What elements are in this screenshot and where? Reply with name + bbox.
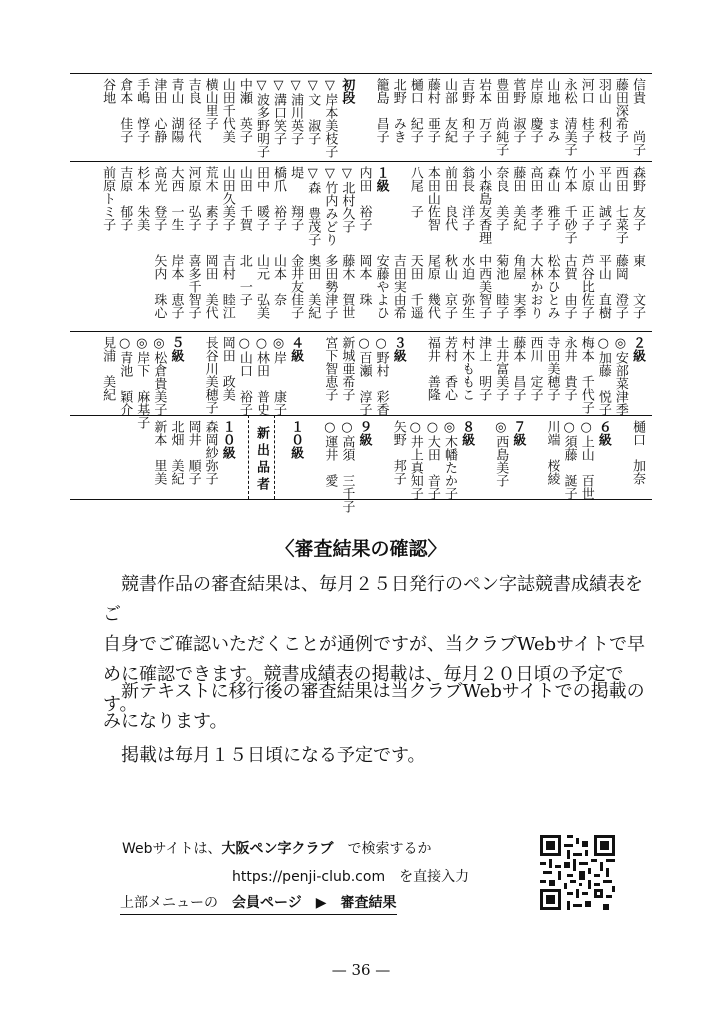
- name-column: 吉野 和子: [459, 78, 475, 143]
- name-column: 内田 裕子: [356, 166, 372, 231]
- name-column: 永井 貴子: [561, 336, 577, 401]
- name-column: 山部 友紀: [441, 78, 457, 143]
- name-column: 藤田 美紀: [510, 166, 526, 231]
- name-column: 高光 登子: [151, 166, 167, 231]
- name-column: ○井上真知子: [407, 420, 423, 500]
- qr-code-icon[interactable]: [540, 835, 615, 910]
- name-column: 藤村 亜子: [424, 78, 440, 143]
- grade-label: １０級: [219, 420, 235, 459]
- new-entry-label: 新出品者: [253, 426, 269, 494]
- name-column: 岡田 政美: [219, 336, 235, 401]
- name-column: 秋山 京子: [441, 254, 457, 319]
- name-column: ▽浦川英子: [288, 78, 304, 145]
- paragraph-line: 競書作品の審査結果は、毎月２５日発行のペン字誌競書成績表をご: [103, 574, 643, 625]
- name-column: 岸本 恵子: [168, 254, 184, 319]
- name-column: 岡井 順子: [185, 420, 201, 485]
- name-column: 安藤やよひ: [373, 254, 389, 319]
- name-column: 信貴 尚子: [630, 78, 645, 156]
- name-column: ○加藤 悦子: [595, 336, 611, 416]
- name-column: 山田久美子: [219, 166, 235, 231]
- grade-label: ６級: [595, 420, 611, 446]
- name-column: 河口 桂子: [578, 78, 594, 143]
- grade-label: １０級: [288, 420, 304, 459]
- name-column: ○百瀬 淳子: [356, 336, 372, 416]
- web-line-3: [120, 892, 397, 915]
- name-column: 藤本 昌子: [510, 336, 526, 401]
- name-column: 豊田 尚純子: [493, 78, 509, 156]
- name-column: 芦谷比佐子: [578, 254, 594, 319]
- name-column: 藤岡 澄子: [612, 254, 628, 319]
- name-column: 倉本 佳子: [117, 78, 133, 143]
- name-column: 堤 翔子: [288, 166, 304, 231]
- name-column: 前田 良代: [441, 166, 457, 231]
- name-column: 山元 弘美: [253, 254, 269, 319]
- name-column: 杉本 朱美: [134, 166, 150, 231]
- new-entry-separator: [248, 415, 249, 499]
- name-column: 河原 弘子: [185, 166, 201, 231]
- name-column: ◎西島美子: [493, 420, 509, 487]
- name-column: 矢内 珠心: [151, 254, 167, 319]
- name-column: 荒木 素子: [202, 166, 218, 231]
- name-column: 尾原 幾代: [424, 254, 440, 319]
- name-column: 前原トミ子: [100, 166, 116, 231]
- name-column: ◎岸 康子: [271, 336, 287, 416]
- name-column: 吉良 径代: [185, 78, 201, 143]
- name-column: 喜多千智子: [185, 254, 201, 319]
- name-column: 水迫 弥生: [459, 254, 475, 319]
- name-column: 川端 桜綾: [544, 420, 560, 485]
- paragraph-line: めに確認できます。競書成績表の掲載は、毎月２０日頃の予定です。: [103, 664, 624, 715]
- name-column: ○野村 彩香: [373, 336, 389, 416]
- name-column: 羽山 利枝: [595, 78, 611, 143]
- name-column: 中瀬 英子: [236, 78, 252, 143]
- name-column: 山田千代美: [219, 78, 235, 143]
- name-column: 吉原 郁子: [117, 166, 133, 231]
- name-column: 中西美智子: [476, 254, 492, 319]
- name-column: 寺田美穂子: [544, 336, 560, 401]
- name-column: 奈良 美子: [493, 166, 509, 231]
- name-column: ◎安部菜津季: [612, 336, 628, 416]
- name-column: 大西 一生: [168, 166, 184, 231]
- name-column: 北畑 美紀: [168, 420, 184, 485]
- grade-label: ９級: [356, 420, 372, 446]
- name-column: ▽森 豊茂子: [305, 166, 321, 246]
- table-rule: [70, 499, 652, 500]
- name-column: 森野 友子: [630, 166, 645, 231]
- new-entry-separator: [274, 415, 275, 499]
- grade-label: ５級: [168, 336, 184, 362]
- name-column: 土井富美子: [493, 336, 509, 401]
- name-column: 横山里子: [202, 78, 218, 130]
- grade-label: 初段: [339, 78, 355, 104]
- column-gap: [355, 78, 372, 158]
- name-column: ◎松倉貴美子: [151, 336, 167, 416]
- name-column: 岡本 珠: [356, 254, 372, 306]
- name-column: 谷地: [100, 78, 116, 104]
- name-column: 長谷川美穂子: [202, 336, 218, 414]
- web-text: を直接入力: [399, 869, 470, 885]
- name-column: 竹本 千砂子: [561, 166, 577, 244]
- name-column: 村木ももこ: [459, 336, 475, 401]
- name-column: ○須藤 誕子: [561, 420, 577, 500]
- name-column: 平山 誠子: [595, 166, 611, 231]
- arrow-right-icon: ▶: [315, 895, 327, 911]
- name-column: 東 文子: [630, 254, 645, 319]
- paragraph-2: [103, 677, 648, 737]
- web-line-2: [232, 866, 469, 886]
- club-url[interactable]: https://penji-club.com: [232, 869, 386, 885]
- name-column: 大林かおり: [527, 254, 543, 319]
- name-column: 西川 定子: [527, 336, 543, 401]
- name-column: 多田勢津子: [322, 254, 338, 319]
- name-column: 北野 みき: [390, 78, 406, 143]
- name-column: 永松 清美子: [561, 78, 577, 156]
- name-column: 橋爪 裕子: [271, 166, 287, 231]
- name-column: 青山 湖陽: [168, 78, 184, 143]
- name-column: ▽溝口笑子: [271, 78, 287, 145]
- name-column: 山本 奈: [271, 254, 287, 306]
- name-column: 津田 心静: [151, 78, 167, 143]
- menu-results: 審査結果: [340, 895, 397, 911]
- name-column: 菅野 淑子: [510, 78, 526, 143]
- name-column: 津上 明子: [476, 336, 492, 401]
- page-number: — 36 —: [331, 961, 391, 979]
- name-column: 芳村 香心: [441, 336, 457, 401]
- name-column: 森岡紗弥子: [202, 420, 218, 485]
- name-column: ○林田 普史: [253, 336, 269, 416]
- grade-label: ２級: [630, 336, 645, 362]
- name-column: ○高須 三千子: [339, 420, 355, 513]
- paragraph-line: みになります。: [103, 711, 228, 732]
- name-column: 樋口 紀子: [407, 78, 423, 143]
- name-column: 北 一子: [236, 254, 252, 306]
- name-column: 吉村 睦江: [219, 254, 235, 319]
- name-column: 樋口 加奈: [630, 420, 645, 485]
- name-column: 新城亜希子: [339, 336, 355, 401]
- paragraph-line: 新テキストに移行後の審査結果は当クラブWebサイトでの掲載の: [121, 681, 645, 702]
- name-column: ○上山 百世: [578, 420, 594, 500]
- name-column: 宮下智恵子: [322, 336, 338, 401]
- lower-grades-block-b: [70, 415, 652, 513]
- name-column: 翁長 洋子: [459, 166, 475, 231]
- grade-label: ８級: [459, 420, 475, 446]
- column-gap: [390, 166, 407, 246]
- name-column: 岸原 慶子: [527, 78, 543, 143]
- name-column: 吉田実由希: [390, 254, 406, 319]
- name-column: 菊池 睦子: [493, 254, 509, 319]
- name-column: ▽竹内みどり: [322, 166, 338, 246]
- name-column: 古賀 由子: [561, 254, 577, 319]
- section-title: 〈審査結果の確認〉: [275, 538, 447, 560]
- name-column: 高田 孝子: [527, 166, 543, 231]
- grade-label: ３級: [390, 336, 406, 362]
- club-name: 大阪ペン字クラブ: [221, 841, 334, 857]
- name-column: 天田 千遥: [407, 254, 423, 319]
- name-column: ▽岸本美枝子: [322, 78, 338, 158]
- name-column: 松本ひとみ: [544, 254, 560, 319]
- name-column: 矢野 邦子: [390, 420, 406, 485]
- name-column: 岩本 万子: [476, 78, 492, 143]
- name-column: 山田 千賀: [236, 166, 252, 231]
- name-column: ◎岸下 麻基子: [134, 336, 150, 429]
- name-column: 福井 善隆: [424, 336, 440, 401]
- grade-label: １級: [373, 166, 389, 192]
- name-column: 山地 まみ: [544, 78, 560, 143]
- name-column: ▽北村久子: [339, 166, 355, 233]
- name-column: 手嶋 惇子: [134, 78, 150, 143]
- name-column: 森山 雅子: [544, 166, 560, 231]
- paragraph-3: [103, 741, 648, 771]
- name-column: 角屋 実季: [510, 254, 526, 319]
- lower-grades-block-a: [70, 331, 652, 429]
- paragraph-line: 自身でご確認いただくことが通例ですが、当クラブWebサイトで早: [103, 634, 645, 655]
- name-column: ○大田 音子: [424, 420, 440, 500]
- name-column: ▽文 淑子: [305, 78, 321, 145]
- name-column: ◎木幡たか子: [441, 420, 457, 500]
- grade-label: ７級: [510, 420, 526, 446]
- name-column: 見浦 美紀: [100, 336, 116, 401]
- name-column: 藤木 賀世: [339, 254, 355, 319]
- name-column: 金井友佳子: [288, 254, 304, 319]
- grade-label: ４級: [288, 336, 304, 362]
- name-column: ▽波多野明子: [253, 78, 269, 158]
- name-column: 梅本 千代子: [578, 336, 594, 414]
- name-column: ○山口 裕子: [236, 336, 252, 416]
- name-column: 奥田 美紀: [305, 254, 321, 319]
- name-column: 新本 里美: [151, 420, 167, 485]
- menu-member-page: 会員ページ: [232, 895, 302, 911]
- web-line-1: [122, 838, 432, 858]
- name-column: 岡田 美代: [202, 254, 218, 319]
- shodan-block: [70, 73, 652, 161]
- name-column: 田中 暖子: [253, 166, 269, 231]
- name-column: 小森島友香理: [476, 166, 492, 244]
- name-column: ○運井 愛: [322, 420, 338, 487]
- web-text: 上部メニューの: [120, 895, 218, 911]
- name-column: 本田山佐智: [424, 166, 440, 231]
- name-column: 八尾 子: [407, 166, 423, 218]
- name-column: 藤田深希子: [612, 78, 628, 143]
- name-column: 平山 直樹: [595, 254, 611, 319]
- name-column: 籠島 昌子: [373, 78, 389, 143]
- name-column: 西田 七菜子: [612, 166, 628, 244]
- web-text: で検索するか: [347, 841, 432, 857]
- web-text: Webサイトは、: [122, 841, 222, 857]
- name-column: 小原 正子: [578, 166, 594, 231]
- paragraph-line: 掲載は毎月１５日頃になる予定です。: [121, 745, 426, 766]
- ikkyu-block-lower: [70, 249, 652, 331]
- ikkyu-block-upper: [70, 161, 652, 249]
- name-column: ○青池 穎介: [117, 336, 133, 416]
